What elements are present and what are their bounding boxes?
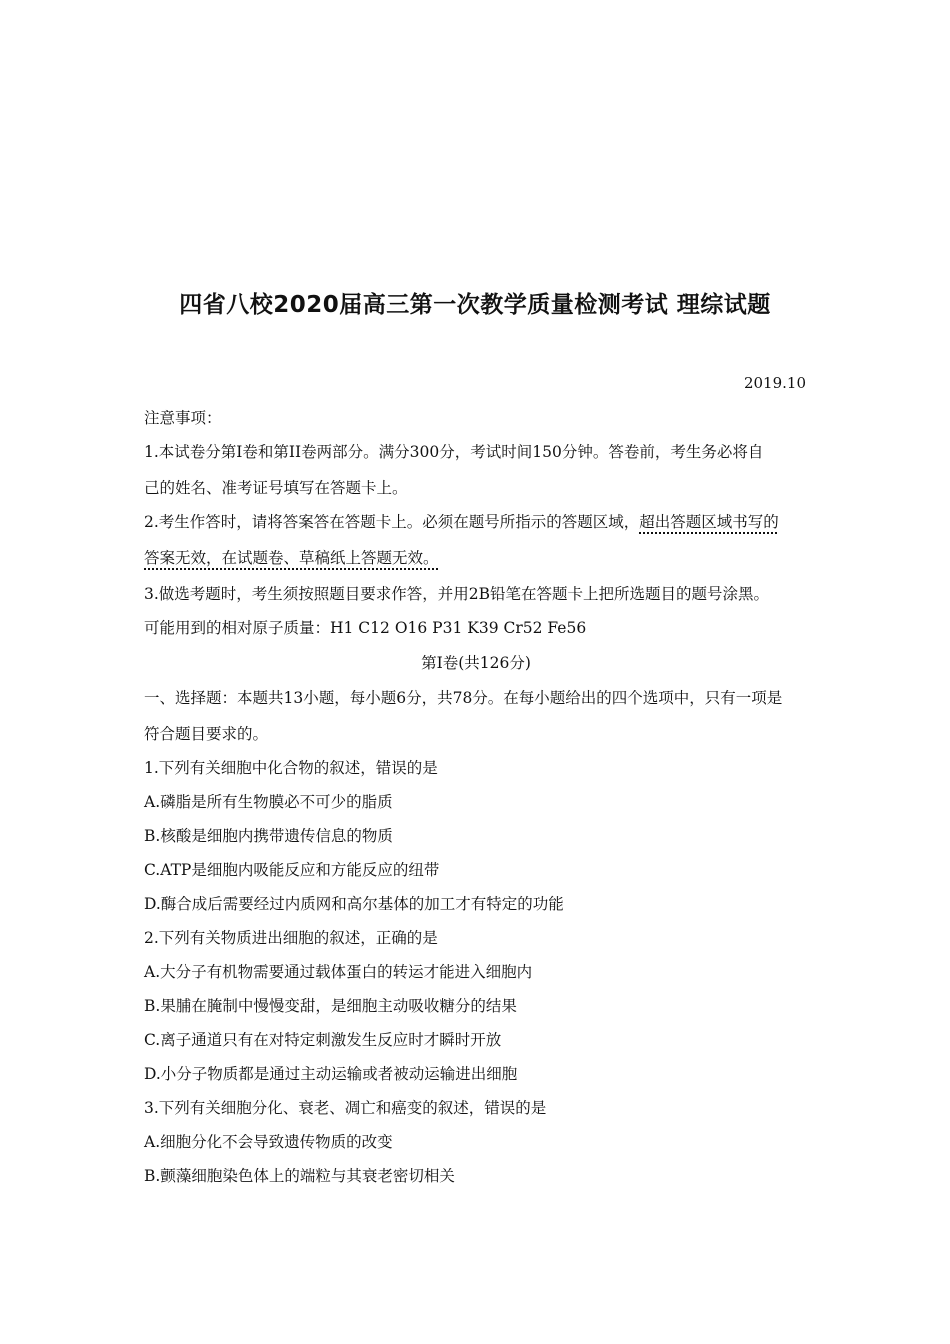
notice-item-2-line-1 <box>144 512 808 532</box>
question-2-option-c: C.离子通道只有在对特定刺激发生反应时才瞬时开放 <box>144 1031 502 1049</box>
question-3-option-b: B.颤藻细胞染色体上的端粒与其衰老密切相关 <box>144 1167 455 1185</box>
notice-item-1-line-1: 1.本试卷分第I卷和第II卷两部分。满分300分，考试时间150分钟。答卷前，考生务必将自 <box>144 443 764 461</box>
question-2-stem: 2.下列有关物质进出细胞的叙述，正确的是 <box>144 929 438 947</box>
notice-heading: 注意事项： <box>144 409 222 427</box>
emphasis-text: 超出答题区域书写的 <box>639 513 779 531</box>
section-heading: 第I卷(共126分) <box>421 654 531 672</box>
question-1-option-d: D.酶合成后需要经过内质网和高尔基体的加工才有特定的功能 <box>144 895 564 913</box>
question-2-option-b: B.果脯在腌制中慢慢变甜，是细胞主动吸收糖分的结果 <box>144 997 517 1015</box>
exam-title: 四省八校2020届高三第一次教学质量检测考试 理综试题 <box>179 292 771 318</box>
notice-item-2-line-2 <box>144 548 808 568</box>
atomic-masses: 可能用到的相对原子质量：H1 C12 O16 P31 K39 Cr52 Fe56 <box>144 619 587 637</box>
question-1-option-b: B.核酸是细胞内携带遗传信息的物质 <box>144 827 393 845</box>
question-2-option-a: A.大分子有机物需要通过载体蛋白的转运才能进入细胞内 <box>144 963 533 981</box>
question-3-option-a: A.细胞分化不会导致遗传物质的改变 <box>144 1133 393 1151</box>
notice-item-2-text: 2.考生作答时，请将答案答在答题卡上。必须在题号所指示的答题区域， <box>144 513 640 531</box>
question-1-option-c: C.ATP是细胞内吸能反应和方能反应的纽带 <box>144 861 440 879</box>
question-1-stem: 1.下列有关细胞中化合物的叙述，错误的是 <box>144 759 438 777</box>
question-1-option-a: A.磷脂是所有生物膜必不可少的脂质 <box>144 793 393 811</box>
emphasis-text: 答案无效，在试题卷、草稿纸上答题无效。 <box>144 549 439 567</box>
section-instructions-line-1: 一、选择题：本题共13小题，每小题6分，共78分。在每小题给出的四个选项中，只有一项是 <box>144 689 783 707</box>
notice-item-3: 3.做选考题时，考生须按照题目要求作答，并用2B铅笔在答题卡上把所选题目的题号涂黑。 <box>144 585 770 603</box>
section-instructions-line-2: 符合题目要求的。 <box>144 725 269 743</box>
exam-date: 2019.10 <box>743 374 806 392</box>
question-3-stem: 3.下列有关细胞分化、衰老、凋亡和癌变的叙述，错误的是 <box>144 1099 547 1117</box>
notice-item-1-line-2: 己的姓名、准考证号填写在答题卡上。 <box>144 479 408 497</box>
question-2-option-d: D.小分子物质都是通过主动运输或者被动运输进出细胞 <box>144 1065 518 1083</box>
